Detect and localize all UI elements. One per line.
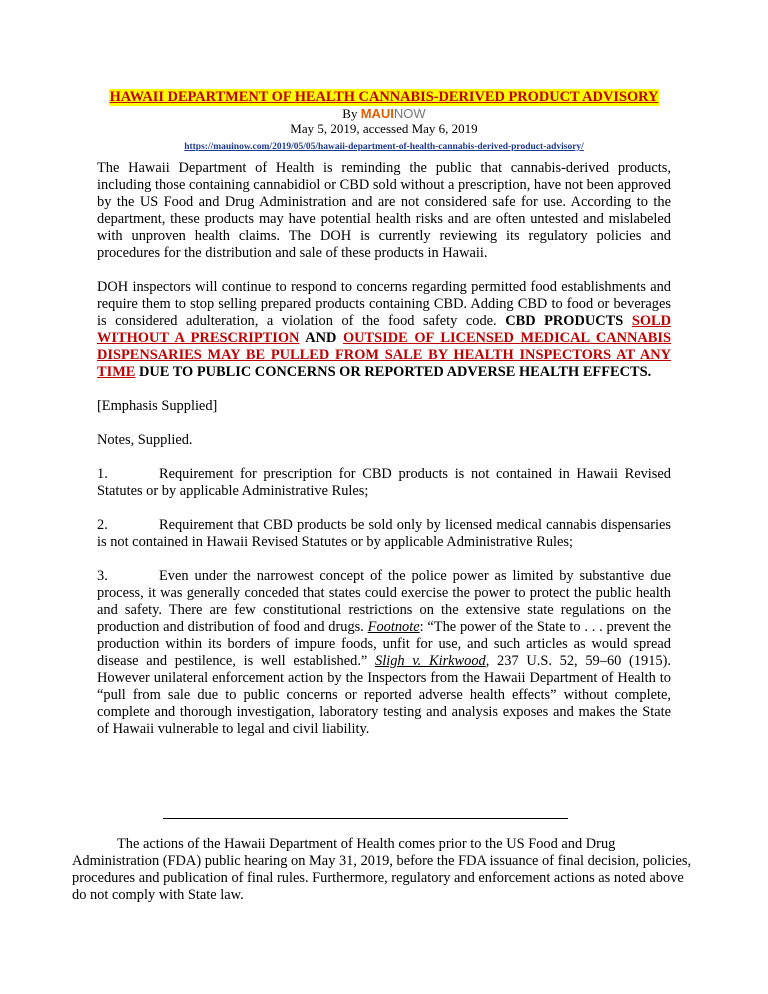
paragraph-1: The Hawaii Department of Health is reminding the public that cannabis-derived products, including those containing cannabidiol or CBD sold without a prescription, have not been approved by the US Food and Drug Administration and are not considered safe for use. According to the department, these products may have potential health risks and are often untested and mislabeled with unproven health claims. The DOH is currently reviewing its regulatory policies and procedures for the distribution and sale of these products in Hawaii. bbox=[97, 160, 671, 261]
note-2-text: Requirement that CBD products be sold only by licensed medical cannabis dispensaries is not contained in Hawaii Revised Statutes or by applicable Administrative Rules; bbox=[97, 517, 671, 550]
dateline: May 5, 2019, accessed May 6, 2019 bbox=[290, 121, 478, 136]
article-title: HAWAII DEPARTMENT OF HEALTH CANNABIS-DERIVED PRODUCT ADVISORY bbox=[109, 89, 659, 105]
note-3-text-a: Even under the narrowest concept of the police power as limited by substantive due process, it was generally conceded that states could exercise the power to protect the public health and safety. There are few constitutional restrictions on the extensive state regulations on the production and distribution of food and drugs. bbox=[97, 568, 671, 635]
notes-heading: Notes, Supplied. bbox=[97, 432, 193, 448]
brand-now: NOW bbox=[393, 106, 426, 121]
note-1-text: Requirement for prescription for CBD products is not contained in Hawaii Revised Statutes or by applicable Administrative Rules; bbox=[97, 466, 671, 499]
closing-text: The actions of the Hawaii Department of Health comes prior to the US Food and Drug Administration (FDA) public hearing on May 31, 2019, before the FDA issuance of final decision, policies, procedures and publication of final rules. Furthermore, regulatory and enforcement actions as noted above do not comply with State law. bbox=[72, 836, 692, 903]
article-body bbox=[97, 160, 671, 755]
note-2-number: 2. bbox=[97, 517, 108, 533]
byline bbox=[0, 106, 768, 121]
emphasis-note: [Emphasis Supplied] bbox=[97, 398, 218, 414]
emphasis-bold-3: DUE TO PUBLIC CONCERNS OR REPORTED ADVERSE HEALTH EFFECTS. bbox=[135, 364, 652, 380]
closing-paragraph bbox=[72, 836, 698, 904]
paragraph-2 bbox=[97, 279, 671, 381]
note-3-text-b: : “The power of the State to . . . prevent the production within its borders of impure foods, unfit for use, and such articles as would spread disease and pestilence, is well established.” bbox=[97, 619, 672, 669]
case-citation: Sligh v. Kirkwood bbox=[375, 653, 486, 669]
footnote-label: Footnote bbox=[367, 619, 420, 635]
note-3-number: 3. bbox=[97, 568, 108, 584]
note-1-number: 1. bbox=[97, 466, 108, 482]
emphasis-red-2: OUTSIDE OF LICENSED MEDICAL CANNABIS DISPENSARIES MAY BE PULLED FROM SALE BY HEALTH INSPECTORS AT ANY TIME bbox=[97, 330, 672, 380]
note-3-text-c: , 237 U.S. 52, 59–60 (1915). However unilateral enforcement action by the Inspectors from the Hawaii Department of Health to “pull from sale due to public concerns or reported adverse health effects” without complete, complete and thorough investigation, laboratory testing and analysis exposes and makes the State of Hawaii vulnerable to legal and civil liability. bbox=[97, 653, 672, 737]
emphasis-bold-1: CBD PRODUCTS bbox=[505, 313, 632, 329]
byline-by: By bbox=[342, 106, 361, 121]
note-3 bbox=[97, 568, 671, 738]
emphasis-bold-2: AND bbox=[299, 330, 343, 346]
emphasis-red-1: SOLD WITHOUT A PRESCRIPTION bbox=[97, 313, 672, 346]
brand-maui: MAUI bbox=[360, 106, 394, 121]
note-1 bbox=[97, 466, 671, 500]
paragraph-2-intro: DOH inspectors will continue to respond to concerns regarding permitted food establishments and require them to stop selling prepared products containing CBD. Adding CBD to food or beverages is considered adulteration, a violation of the food safety code. bbox=[97, 279, 671, 329]
section-divider bbox=[163, 818, 568, 819]
note-2 bbox=[97, 517, 671, 551]
source-link[interactable]: https://mauinow.com/2019/05/05/hawaii-department-of-health-cannabis-derived-product-advisory/ bbox=[184, 142, 584, 152]
article-header bbox=[0, 88, 768, 154]
